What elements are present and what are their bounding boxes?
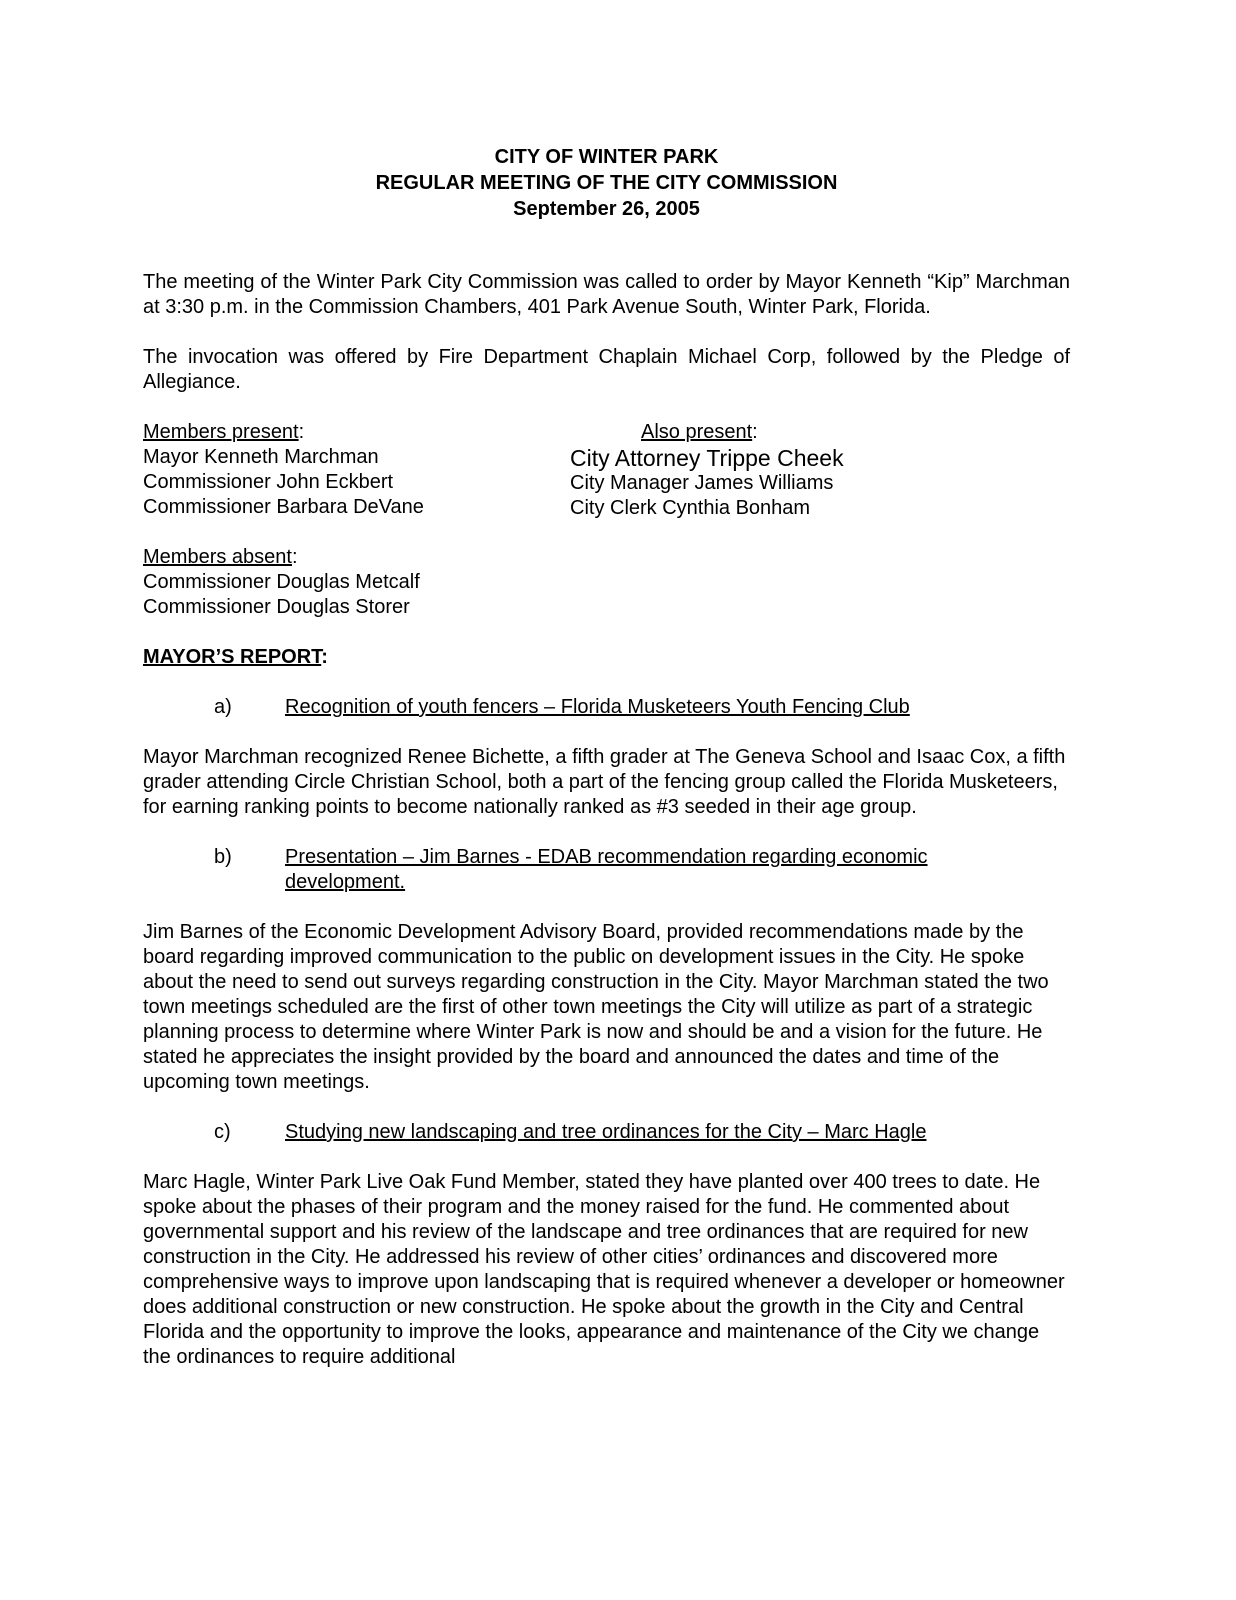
members-present-column <box>143 420 563 520</box>
item-a-body: Mayor Marchman recognized Renee Bichette, a fifth grader at The Geneva School and Isaac Cox, a fifth grader attending Circle Christian School, both a part of the fencing group called the Florida Musketeers, for earning ranking points to become nationally ranked as #3 seeded in their age group. <box>143 746 1066 818</box>
also-present-heading: Also present: <box>641 421 758 443</box>
item-letter: c) <box>214 1121 231 1143</box>
member-absent: Commissioner Douglas Storer <box>143 596 410 618</box>
item-title: Studying new landscaping and tree ordinances for the City – Marc Hagle <box>285 1121 927 1143</box>
agenda-item-c <box>143 1120 1070 1145</box>
document-header <box>143 144 1070 222</box>
member-present: Mayor Kenneth Marchman <box>143 446 379 468</box>
also-present-person: City Clerk Cynthia Bonham <box>570 497 811 519</box>
member-present: Commissioner John Eckbert <box>143 471 394 493</box>
document-page <box>143 144 1070 1370</box>
item-letter: b) <box>214 846 232 868</box>
also-present-column <box>570 420 1070 521</box>
item-title-line1: Presentation – Jim Barnes - EDAB recommendation regarding economic <box>285 846 928 868</box>
also-present-person: City Manager James Williams <box>570 472 834 494</box>
member-absent: Commissioner Douglas Metcalf <box>143 571 420 593</box>
members-absent-heading: Members absent: <box>143 546 298 568</box>
header-city: CITY OF WINTER PARK <box>494 146 719 168</box>
member-present: Commissioner Barbara DeVane <box>143 496 424 518</box>
call-to-order-paragraph: The meeting of the Winter Park City Commission was called to order by Mayor Kenneth “Kip” Marchman at 3:30 p.m. in the Commission Chambers, 401 Park Avenue South, Winter Park, Florida. <box>143 271 1070 318</box>
item-letter: a) <box>214 696 232 718</box>
item-b-body: Jim Barnes of the Economic Development Advisory Board, provided recommendations made by the board regarding improved communication to the public on development issues in the City. He spoke about the need to send out surveys regarding construction in the City. Mayor Marchman stated the two town meetings scheduled are the first of other town meetings the City will utilize as part of a strategic planning process to determine where Winter Park is now and should be and a vision for the future. He stated he appreciates the insight provided by the board and announced the dates and time of the upcoming town meetings. <box>143 921 1049 1093</box>
members-absent-section <box>143 545 1070 620</box>
item-c-body: Marc Hagle, Winter Park Live Oak Fund Member, stated they have planted over 400 trees to date. He spoke about the phases of their program and the money raised for the fund. He commented about governmental support and his review of the landscape and tree ordinances that are required for new construction in the City. He addressed his review of other cities’ ordinances and discovered more comprehensive ways to improve upon landscaping that is required whenever a developer or homeowner does additional construction or new construction. He spoke about the growth in the City and Central Florida and the opportunity to improve the looks, appearance and maintenance of the City we change the ordinances to require additional <box>143 1171 1065 1368</box>
attendance-section <box>143 420 1070 520</box>
also-present-person: City Attorney Trippe Cheek <box>570 445 844 471</box>
header-meeting: REGULAR MEETING OF THE CITY COMMISSION <box>375 172 838 194</box>
header-date: September 26, 2005 <box>513 198 700 220</box>
agenda-item-a <box>143 695 1070 720</box>
mayors-report-heading: MAYOR’S REPORT: <box>143 646 328 668</box>
item-title-line2: development. <box>285 871 406 893</box>
members-present-heading: Members present: <box>143 421 305 443</box>
agenda-item-b <box>143 845 1070 895</box>
item-title: Recognition of youth fencers – Florida Musketeers Youth Fencing Club <box>285 696 910 718</box>
invocation-paragraph: The invocation was offered by Fire Department Chaplain Michael Corp, followed by the Pledge of Allegiance. <box>143 346 1070 393</box>
